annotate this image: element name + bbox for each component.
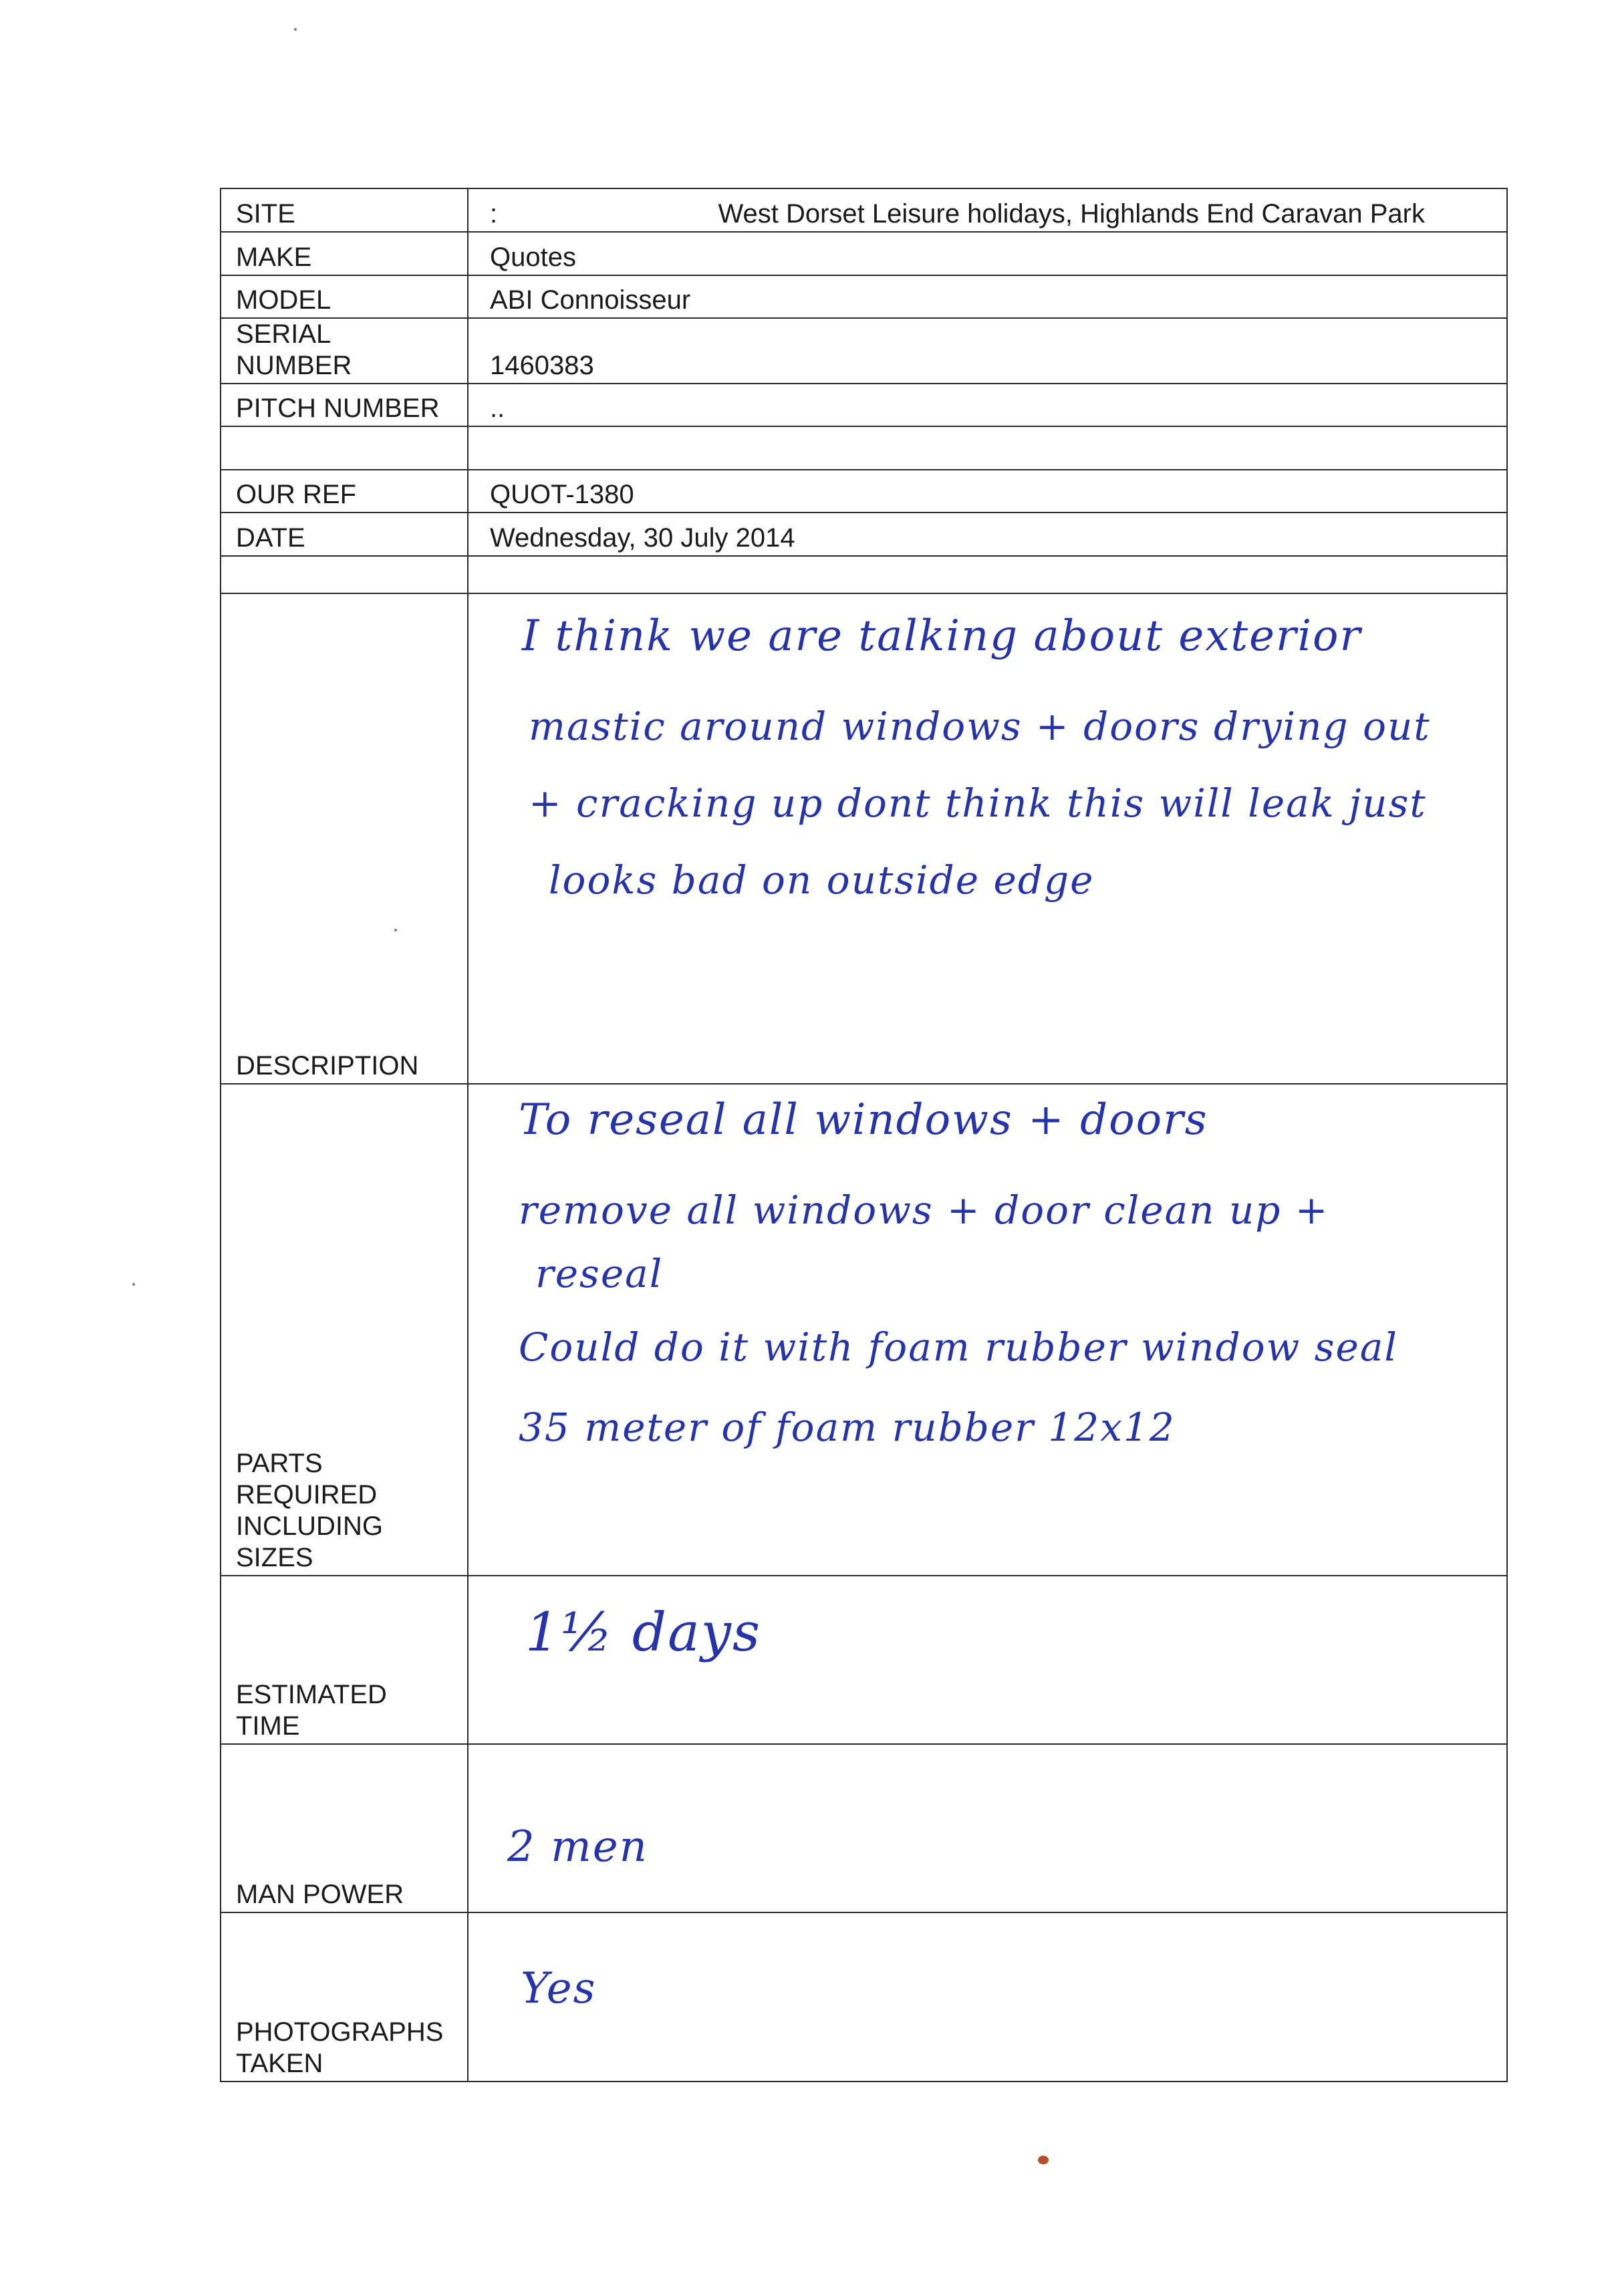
our-ref-row	[221, 470, 1507, 513]
parts-row	[221, 1084, 1507, 1576]
photographs-label: PHOTOGRAPHS TAKEN	[221, 1912, 468, 2082]
serial-label: SERIAL NUMBER	[221, 318, 468, 384]
site-value-cell	[468, 188, 1507, 232]
photographs-handwriting	[468, 1912, 1507, 2082]
blank-row-2	[221, 556, 1507, 593]
scan-speck	[394, 929, 397, 931]
estimated-time-handwriting	[468, 1576, 1507, 1744]
description-line-1: I think we are talking about exterior	[522, 611, 1362, 661]
blank-row-1	[221, 426, 1507, 470]
photographs-value: Yes	[521, 1964, 597, 2013]
date-row	[221, 513, 1507, 556]
parts-line-5: 35 meter of foam rubber 12x12	[519, 1405, 1176, 1450]
make-row	[221, 232, 1507, 275]
description-line-4: looks bad on outside edge	[549, 857, 1095, 903]
blank-label-2	[221, 556, 468, 593]
description-label: DESCRIPTION	[221, 593, 468, 1084]
man-power-row	[221, 1744, 1507, 1912]
scan-speck	[132, 1283, 135, 1286]
rust-speck	[1038, 2156, 1049, 2164]
parts-line-4: Could do it with foam rubber window seal	[519, 1324, 1398, 1370]
photographs-row	[221, 1912, 1507, 2082]
man-power-handwriting	[468, 1744, 1507, 1912]
our-ref-label: OUR REF	[221, 470, 468, 513]
description-handwriting	[468, 593, 1507, 1084]
blank-value-1	[468, 426, 1507, 470]
our-ref-value: QUOT-1380	[468, 470, 1507, 513]
site-value: West Dorset Leisure holidays, Highlands End Caravan Park	[718, 199, 1425, 229]
model-value: ABI Connoisseur	[468, 275, 1507, 318]
pitch-value: ..	[468, 384, 1507, 426]
site-colon: :	[490, 199, 498, 229]
date-value: Wednesday, 30 July 2014	[468, 513, 1507, 556]
pitch-label: PITCH NUMBER	[221, 384, 468, 426]
site-row	[221, 188, 1507, 232]
blank-value-2	[468, 556, 1507, 593]
man-power-label: MAN POWER	[221, 1744, 468, 1912]
pitch-row	[221, 384, 1507, 426]
estimated-time-row	[221, 1576, 1507, 1744]
serial-row	[221, 318, 1507, 384]
caravan-inspection-form	[220, 188, 1508, 2082]
serial-value: 1460383	[468, 318, 1507, 384]
parts-label: PARTS REQUIRED INCLUDING SIZES	[221, 1084, 468, 1576]
blank-label-1	[221, 426, 468, 470]
scan-speck	[294, 28, 297, 31]
model-label: MODEL	[221, 275, 468, 318]
description-line-3: + cracking up dont think this will leak just	[529, 780, 1427, 826]
parts-handwriting	[468, 1084, 1507, 1576]
estimated-time-label: ESTIMATED TIME	[221, 1576, 468, 1744]
model-row	[221, 275, 1507, 318]
parts-line-3: reseal	[535, 1251, 664, 1296]
description-line-2: mastic around windows + doors drying out	[529, 704, 1431, 749]
description-row	[221, 593, 1507, 1084]
make-value: Quotes	[468, 232, 1507, 275]
estimated-time-value: 1½ days	[525, 1601, 762, 1663]
man-power-value: 2 men	[507, 1822, 648, 1872]
make-label: MAKE	[221, 232, 468, 275]
parts-line-1: To reseal all windows + doors	[519, 1095, 1208, 1145]
date-label: DATE	[221, 513, 468, 556]
site-label: SITE	[221, 188, 468, 232]
parts-line-2: remove all windows + door clean up +	[519, 1187, 1329, 1233]
